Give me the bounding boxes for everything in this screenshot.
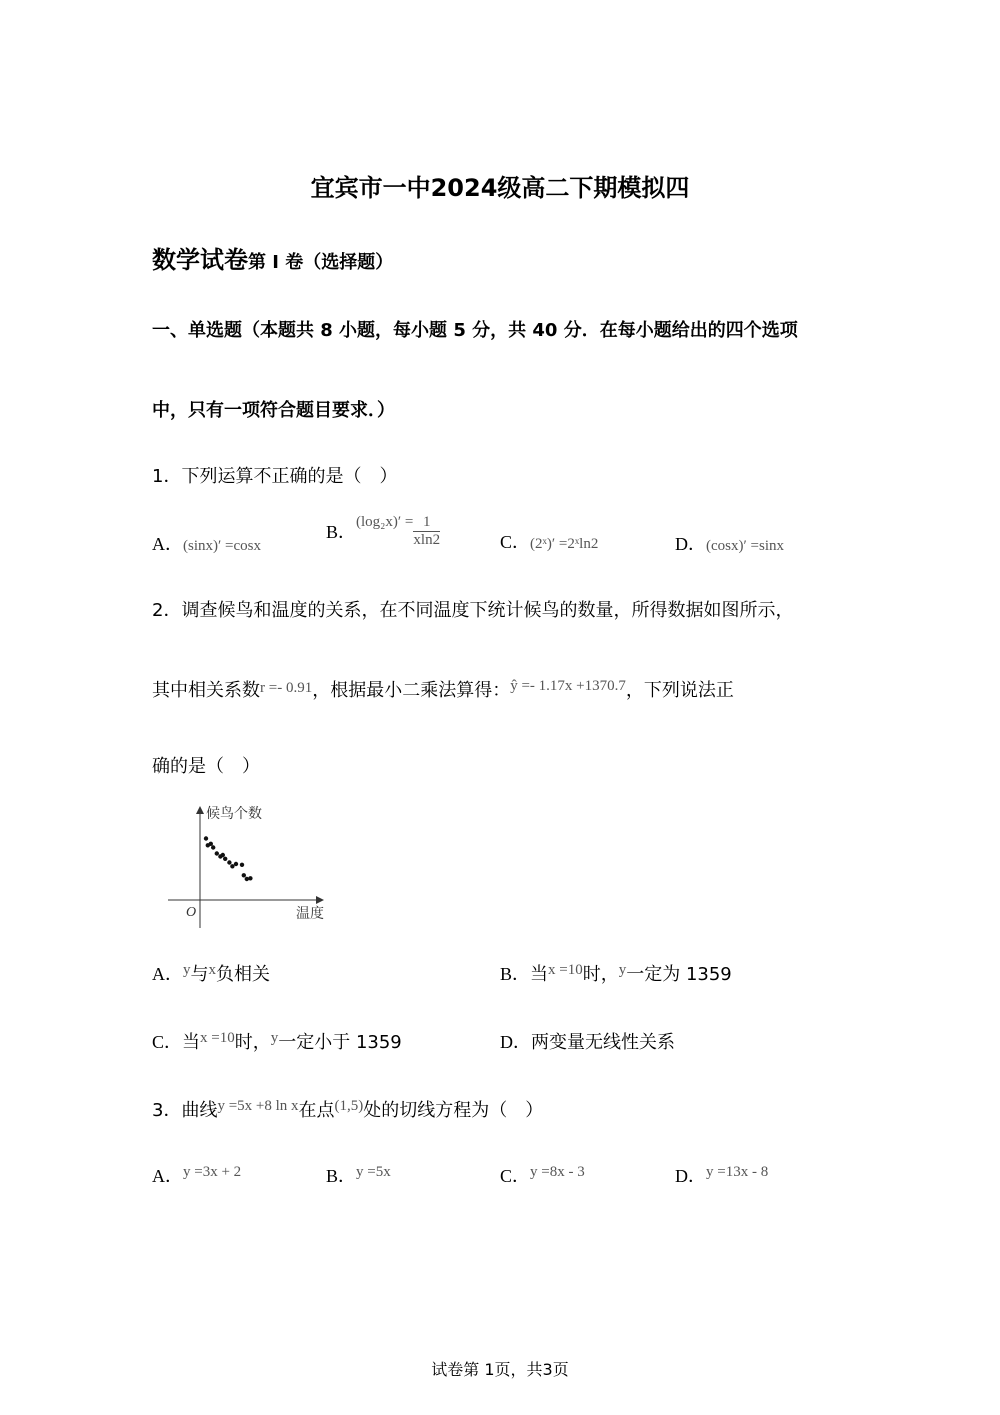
option-label: C．	[152, 1032, 183, 1052]
origin-label: O	[186, 905, 197, 920]
q2-option-c	[152, 1028, 402, 1054]
q2-text: ，下列说法正	[625, 680, 734, 701]
x-axis-label: 温度	[296, 906, 324, 922]
q3-option-d	[675, 1162, 768, 1188]
option-formula: (2ˣ)′ =2ˣln2	[530, 536, 599, 552]
q2-stem-line2	[152, 676, 734, 702]
option-formula: y =5x	[356, 1164, 391, 1180]
exam-title: 宜宾市一中2024级高二下期模拟四	[310, 174, 690, 202]
option-formula: y =3x + 2	[183, 1164, 242, 1180]
option-text: 当	[530, 964, 549, 985]
fraction-denominator: xln2	[413, 531, 441, 548]
scatter-point	[240, 863, 244, 867]
option-label: C．	[500, 1166, 531, 1186]
q1-stem: 1．下列运算不正确的是（ ）	[152, 466, 398, 487]
q1-option-a	[152, 530, 261, 556]
q2-option-a	[152, 960, 270, 986]
option-text: 一定为 1359	[626, 964, 732, 985]
option-text: 时，	[582, 964, 619, 985]
option-formula: y =13x - 8	[706, 1164, 769, 1180]
q2-text: 其中相关系数	[152, 680, 260, 701]
section-heading-line1: 一、单选题（本题共 8 小题，每小题 5 分，共 40 分．在每小题给出的四个选项	[152, 320, 798, 341]
section-heading-line2: 中，只有一项符合题目要求．）	[152, 400, 395, 421]
point-formula: (1,5)	[334, 1098, 364, 1114]
scatter-point	[248, 876, 252, 880]
scatter-points	[204, 836, 253, 881]
subject-label: 数学试卷	[152, 246, 248, 274]
scatter-point	[215, 851, 219, 855]
option-text: 负相关	[216, 964, 270, 985]
q1-option-c	[500, 528, 598, 554]
var-formula: x =10	[200, 1030, 235, 1046]
scatter-point	[221, 853, 225, 857]
scatter-point	[242, 873, 246, 877]
var-y: y	[270, 1030, 279, 1046]
q3-text: 3．曲线	[152, 1100, 218, 1121]
scatter-point	[227, 860, 231, 864]
scatter-svg	[160, 800, 340, 935]
q2-option-d	[500, 1028, 675, 1054]
option-text: 一定小于 1359	[278, 1032, 402, 1053]
q3-text: 在点	[298, 1100, 335, 1121]
var-formula: x =10	[548, 962, 583, 978]
option-label: C．	[500, 532, 531, 552]
q3-option-b	[326, 1162, 391, 1188]
scatter-chart	[160, 800, 340, 935]
q2-stem-line3: 确的是（ ）	[152, 756, 260, 777]
volume-label: 第 I 卷（选择题）	[248, 252, 394, 273]
option-label: D．	[675, 534, 706, 554]
option-label: A．	[152, 1166, 183, 1186]
page-footer: 试卷第 1页，共3页	[431, 1360, 569, 1379]
option-label: B．	[326, 522, 357, 542]
q2-text: ，根据最小二乘法算得：	[312, 680, 511, 701]
paper-subtitle	[152, 240, 393, 275]
q2-option-b	[500, 960, 732, 986]
q3-text: 处的切线方程为（ ）	[363, 1100, 544, 1121]
regression-formula: ŷ =- 1.17x +1370.7	[510, 678, 626, 694]
q1-option-b	[326, 514, 440, 548]
option-label: A．	[152, 964, 183, 984]
scatter-point	[211, 845, 215, 849]
var-y: y	[183, 962, 191, 978]
correlation-formula: r =- 0.91	[260, 680, 313, 696]
option-text: 与	[190, 964, 209, 985]
option-formula: y =8x - 3	[530, 1164, 585, 1180]
curve-formula: y =5x +8 ln x	[217, 1098, 299, 1114]
option-formula-left: (log₂x)′ =	[356, 514, 414, 530]
option-text: 时，	[234, 1032, 271, 1053]
q3-option-c	[500, 1162, 585, 1188]
option-label: D．	[500, 1032, 531, 1052]
var-y: y	[618, 962, 627, 978]
option-text: 两变量无线性关系	[531, 1032, 675, 1053]
option-label: B．	[326, 1166, 357, 1186]
q1-option-d	[675, 530, 784, 556]
scatter-point	[234, 862, 238, 866]
scatter-point	[223, 857, 227, 861]
y-axis-label: 候鸟个数	[206, 806, 262, 822]
option-label: B．	[500, 964, 531, 984]
q2-stem-line1: 2．调查候鸟和温度的关系，在不同温度下统计候鸟的数量，所得数据如图所示，	[152, 600, 794, 621]
scatter-point	[204, 836, 208, 840]
option-text: 当	[182, 1032, 201, 1053]
q3-option-a	[152, 1162, 241, 1188]
option-fraction	[413, 514, 440, 548]
option-label: D．	[675, 1166, 706, 1186]
scatter-point	[209, 842, 213, 846]
option-label: A．	[152, 534, 183, 554]
option-formula: (cosx)′ =sinx	[706, 538, 784, 554]
q3-stem	[152, 1096, 543, 1122]
fraction-numerator: 1	[413, 514, 440, 532]
var-x: x	[208, 962, 216, 978]
option-formula: (sinx)′ =cosx	[183, 538, 261, 554]
